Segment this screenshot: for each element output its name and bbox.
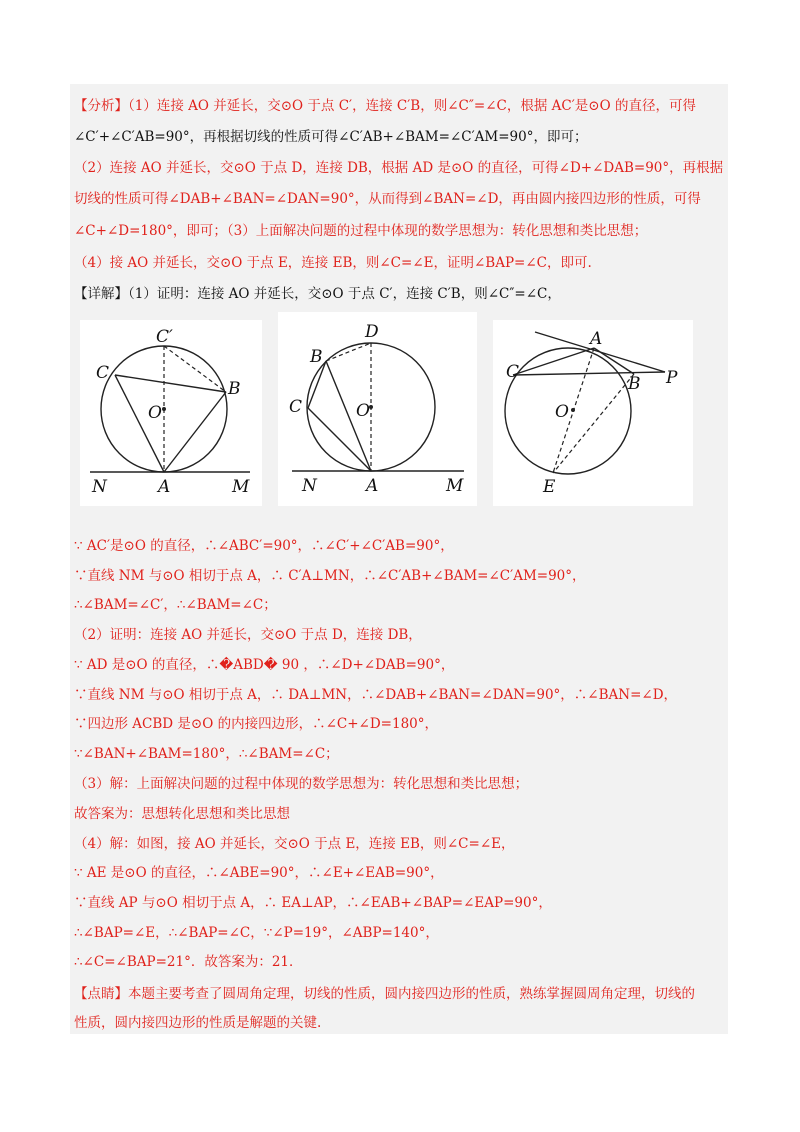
analysis-line-6: （4）接 AO 并延长，交⊙O 于点 E，连接 EB，则∠C=∠E，证明∠BAP=∠C，即可.	[74, 255, 592, 271]
proof-line-10: 故答案为：思想转化思想和类比思想	[74, 806, 290, 822]
proof-line-2: ∵直线 NM 与⊙O 相切于点 A，∴ C′A⊥MN，∴∠C′AB+∠BAM=∠C′AM=90°，	[74, 568, 586, 584]
label-e: E	[543, 477, 556, 497]
label-a: A	[158, 477, 171, 497]
chord-be	[553, 374, 634, 473]
label-c-prime: C′	[156, 327, 173, 347]
secant-cbp	[513, 372, 665, 375]
proof-line-14: ∴∠BAP=∠E，∴∠BAP=∠C，∵∠P=19°，∠ABP=140°，	[74, 925, 439, 941]
detail-line-1: 【详解】（1）证明：连接 AO 并延长，交⊙O 于点 C′，连接 C′B，则∠C″=∠C，	[74, 286, 561, 302]
label-a: A	[590, 329, 603, 349]
chord-cb	[115, 375, 226, 392]
analysis-line-2: ∠C′+∠C′AB=90°，再根据切线的性质可得∠C′AB+∠BAM=∠C′AM=90°，即可；	[74, 129, 588, 145]
label-b: B	[228, 379, 241, 399]
proof-line-3: ∴∠BAM=∠C′，∴∠BAM=∠C；	[74, 597, 277, 613]
figure-1	[80, 320, 262, 506]
analysis-line-4: 切线的性质可得∠DAB+∠BAN=∠DAN=90°，从而得到∠BAN=∠D，再由圆内接四边形的性质，可得	[74, 191, 701, 207]
label-n: N	[302, 476, 317, 496]
label-d: D	[365, 322, 379, 342]
center-point	[162, 407, 166, 411]
proof-line-6: ∵直线 NM 与⊙O 相切于点 A，∴ DA⊥MN，∴∠DAB+∠BAN=∠DAN=90°，∴∠BAN=∠D，	[74, 687, 678, 703]
label-c: C	[506, 362, 520, 382]
chord-ca	[115, 375, 164, 472]
proof-line-15: ∴∠C=∠BAP=21°．故答案为：21．	[74, 954, 303, 970]
figure-3	[493, 320, 693, 506]
label-m: M	[232, 477, 250, 497]
proof-line-7: ∵四边形 ACBD 是⊙O 的内接四边形，∴∠C+∠D=180°，	[74, 716, 438, 732]
analysis-line-3: （2）连接 AO 并延长，交⊙O 于点 D，连接 DB，根据 AD 是⊙O 的直径，可得∠D+∠DAB=90°，再根据	[74, 160, 724, 176]
figure-2	[278, 312, 477, 506]
chord-ac	[513, 348, 594, 375]
label-o: O	[555, 402, 569, 422]
chord-bd	[326, 343, 371, 361]
proof-line-5: ∵ AD 是⊙O 的直径，∴�ABD� 90 ，∴∠D+∠DAB=90°，	[74, 657, 455, 673]
proof-line-13: ∵直线 AP 与⊙O 相切于点 A，∴ EA⊥AP，∴∠EAB+∠BAP=∠EAP=90°，	[74, 895, 552, 911]
label-p: P	[666, 368, 678, 388]
proof-line-11: （4）解：如图，接 AO 并延长，交⊙O 于点 E，连接 EB，则∠C=∠E，	[74, 836, 515, 852]
proof-line-1: ∵ AC′是⊙O 的直径，∴∠ABC′=90°，∴∠C′+∠C′AB=90°，	[74, 538, 454, 554]
proof-line-9: （3）解：上面解决问题的过程中体现的数学思想为：转化思想和类比思想；	[74, 776, 529, 792]
chord-ba	[164, 392, 226, 472]
label-c: C	[289, 397, 303, 417]
label-b: B	[310, 347, 323, 367]
comment-line-1: 【点睛】本题主要考查了圆周角定理，切线的性质，圆内接四边形的性质，熟练掌握圆周角定理，切线的	[74, 986, 695, 1002]
analysis-line-1: 【分析】（1）连接 AO 并延长，交⊙O 于点 C′，连接 C′B，则∠C″=∠C，根据 AC′是⊙O 的直径，可得	[74, 98, 696, 114]
center-point	[571, 408, 575, 412]
comment-line-2: 性质，圆内接四边形的性质是解题的关键.	[74, 1015, 322, 1031]
proof-line-12: ∵ AE 是⊙O 的直径，∴∠ABE=90°，∴∠E+∠EAB=90°，	[74, 865, 444, 881]
proof-line-8: ∵∠BAN+∠BAM=180°，∴∠BAM=∠C；	[74, 746, 339, 762]
chord-c1b	[164, 346, 226, 392]
label-o: O	[148, 403, 162, 423]
label-n: N	[92, 477, 107, 497]
label-m: M	[446, 476, 464, 496]
proof-line-4: （2）证明：连接 AO 并延长，交⊙O 于点 D，连接 DB，	[74, 627, 422, 643]
label-b: B	[628, 374, 641, 394]
label-o: O	[356, 401, 370, 421]
label-c: C	[96, 363, 110, 383]
analysis-line-5: ∠C+∠D=180°，即可；（3）上面解决问题的过程中体现的数学思想为：转化思想和类比思想；	[74, 223, 648, 239]
label-a: A	[366, 476, 379, 496]
